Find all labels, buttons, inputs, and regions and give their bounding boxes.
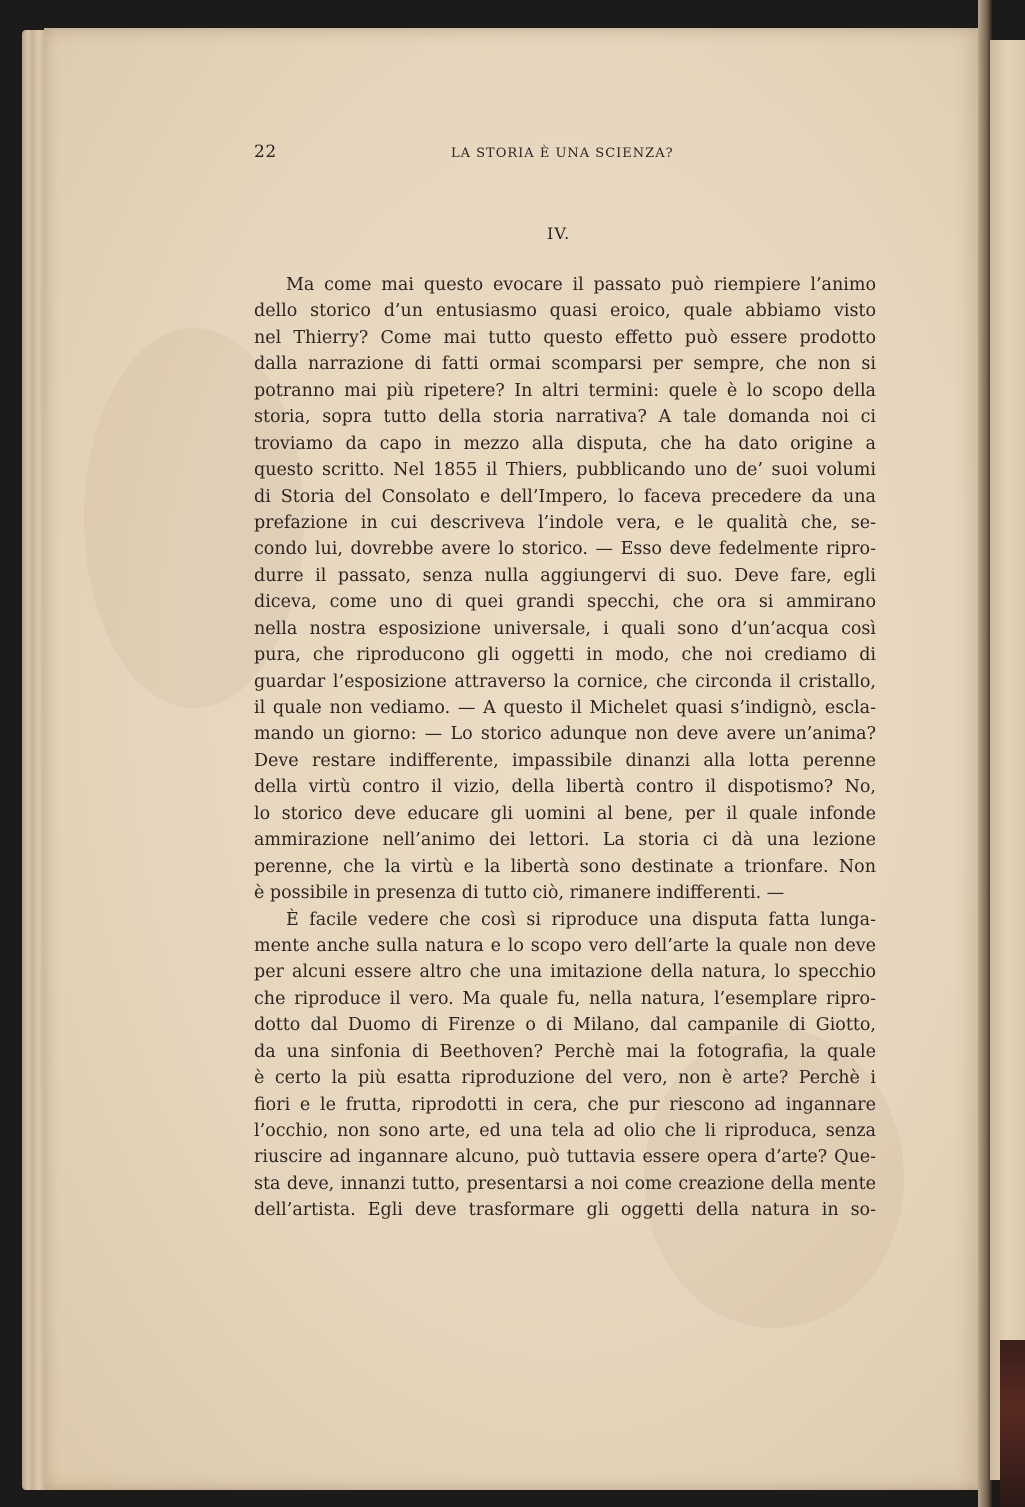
page-number: 22 bbox=[254, 142, 277, 162]
text-line: perenne, che la virtù e la libertà sono destinate a trionfare. Non bbox=[254, 856, 876, 877]
running-head: LA STORIA È UNA SCIENZA? bbox=[451, 146, 674, 161]
text-line: sta deve, innanzi tutto, presentarsi a noi come creazione della mente bbox=[254, 1173, 876, 1194]
text-line: durre il passato, senza nulla aggiungervi di suo. Deve fare, egli bbox=[254, 565, 876, 586]
body-text bbox=[254, 272, 876, 1224]
text-line: che riproduce il vero. Ma quale fu, nella natura, l’esemplare ripro- bbox=[254, 988, 876, 1009]
text-line: da una sinfonia di Beethoven? Perchè mai la fotografia, la quale bbox=[254, 1041, 876, 1062]
adjacent-page-edge bbox=[990, 40, 1025, 1480]
text-line: pura, che riproducono gli oggetti in modo, che noi crediamo di bbox=[254, 645, 876, 666]
text-line: guardar l’esposizione attraverso la cornice, che circonda il cristallo, bbox=[254, 671, 876, 692]
text-line: per alcuni essere altro che una imitazione della natura, lo specchio bbox=[254, 962, 876, 983]
text-line: riuscire ad ingannare alcuno, può tuttavia essere opera d’arte? Que- bbox=[254, 1147, 876, 1168]
text-line: il quale non vediamo. — A questo il Michelet quasi s’indignò, escla- bbox=[254, 698, 876, 718]
text-line: dello storico d’un entusiasmo quasi eroico, quale abbiamo visto bbox=[254, 301, 876, 322]
text-line: lo storico deve educare gli uomini al bene, per il quale infonde bbox=[254, 803, 876, 824]
book-cover-corner bbox=[1000, 1340, 1025, 1507]
text-line: fiori e le frutta, riprodotti in cera, che pur riescono ad ingannare bbox=[254, 1094, 876, 1115]
text-line: storia, sopra tutto della storia narrativa? A tale domanda noi ci bbox=[254, 407, 876, 428]
text-line: mando un giorno: — Lo storico adunque non deve avere un’anima? bbox=[254, 724, 876, 745]
text-line: dotto dal Duomo di Firenze o di Milano, dal campanile di Giotto, bbox=[254, 1015, 876, 1036]
page-header bbox=[254, 140, 876, 170]
text-line: Ma come mai questo evocare il passato può riempiere l’animo bbox=[286, 275, 876, 295]
text-line: è possibile in presenza di tutto ciò, rimanere indifferenti. — bbox=[254, 883, 785, 904]
text-line: l’occhio, non sono arte, ed una tela ad olio che li riproduca, senza bbox=[254, 1121, 876, 1141]
text-line: di Storia del Consolato e dell’Impero, lo faceva precedere da una bbox=[254, 486, 876, 507]
text-line: prefazione in cui descriveva l’indole vera, e le qualità che, se- bbox=[254, 512, 876, 533]
text-line: è certo la più esatta riproduzione del vero, non è arte? Perchè i bbox=[254, 1068, 876, 1089]
text-line: ammirazione nell’animo dei lettori. La storia ci dà una lezione bbox=[254, 830, 876, 851]
text-line: Deve restare indifferente, impassibile dinanzi alla lotta perenne bbox=[254, 750, 876, 771]
text-line: questo scritto. Nel 1855 il Thiers, pubblicando uno de’ suoi volumi bbox=[254, 460, 876, 481]
text-line: troviamo da capo in mezzo alla disputa, che ha dato origine a bbox=[254, 433, 876, 454]
text-line: nella nostra esposizione universale, i quali sono d’un’acqua così bbox=[254, 618, 876, 639]
text-line: nel Thierry? Come mai tutto questo effetto può essere prodotto bbox=[254, 327, 876, 348]
text-line: condo lui, dovrebbe avere lo storico. — Esso deve fedelmente ripro- bbox=[254, 539, 876, 560]
text-line: potranno mai più ripetere? In altri termini: quele è lo scopo della bbox=[254, 380, 876, 401]
text-line: mente anche sulla natura e lo scopo vero dell’arte la quale non deve bbox=[254, 935, 876, 956]
text-line: dell’artista. Egli deve trasformare gli oggetti della natura in so- bbox=[254, 1200, 876, 1221]
text-line: dalla narrazione di fatti ormai scomparsi per sempre, che non si bbox=[254, 354, 876, 375]
text-line: È facile vedere che così si riproduce una disputa fatta lunga- bbox=[286, 909, 876, 930]
text-line: della virtù contro il vizio, della libertà contro il dispotismo? No, bbox=[254, 777, 876, 798]
text-line: diceva, come uno di quei grandi specchi, che ora si ammirano bbox=[254, 592, 876, 613]
section-heading: IV. bbox=[547, 224, 571, 243]
